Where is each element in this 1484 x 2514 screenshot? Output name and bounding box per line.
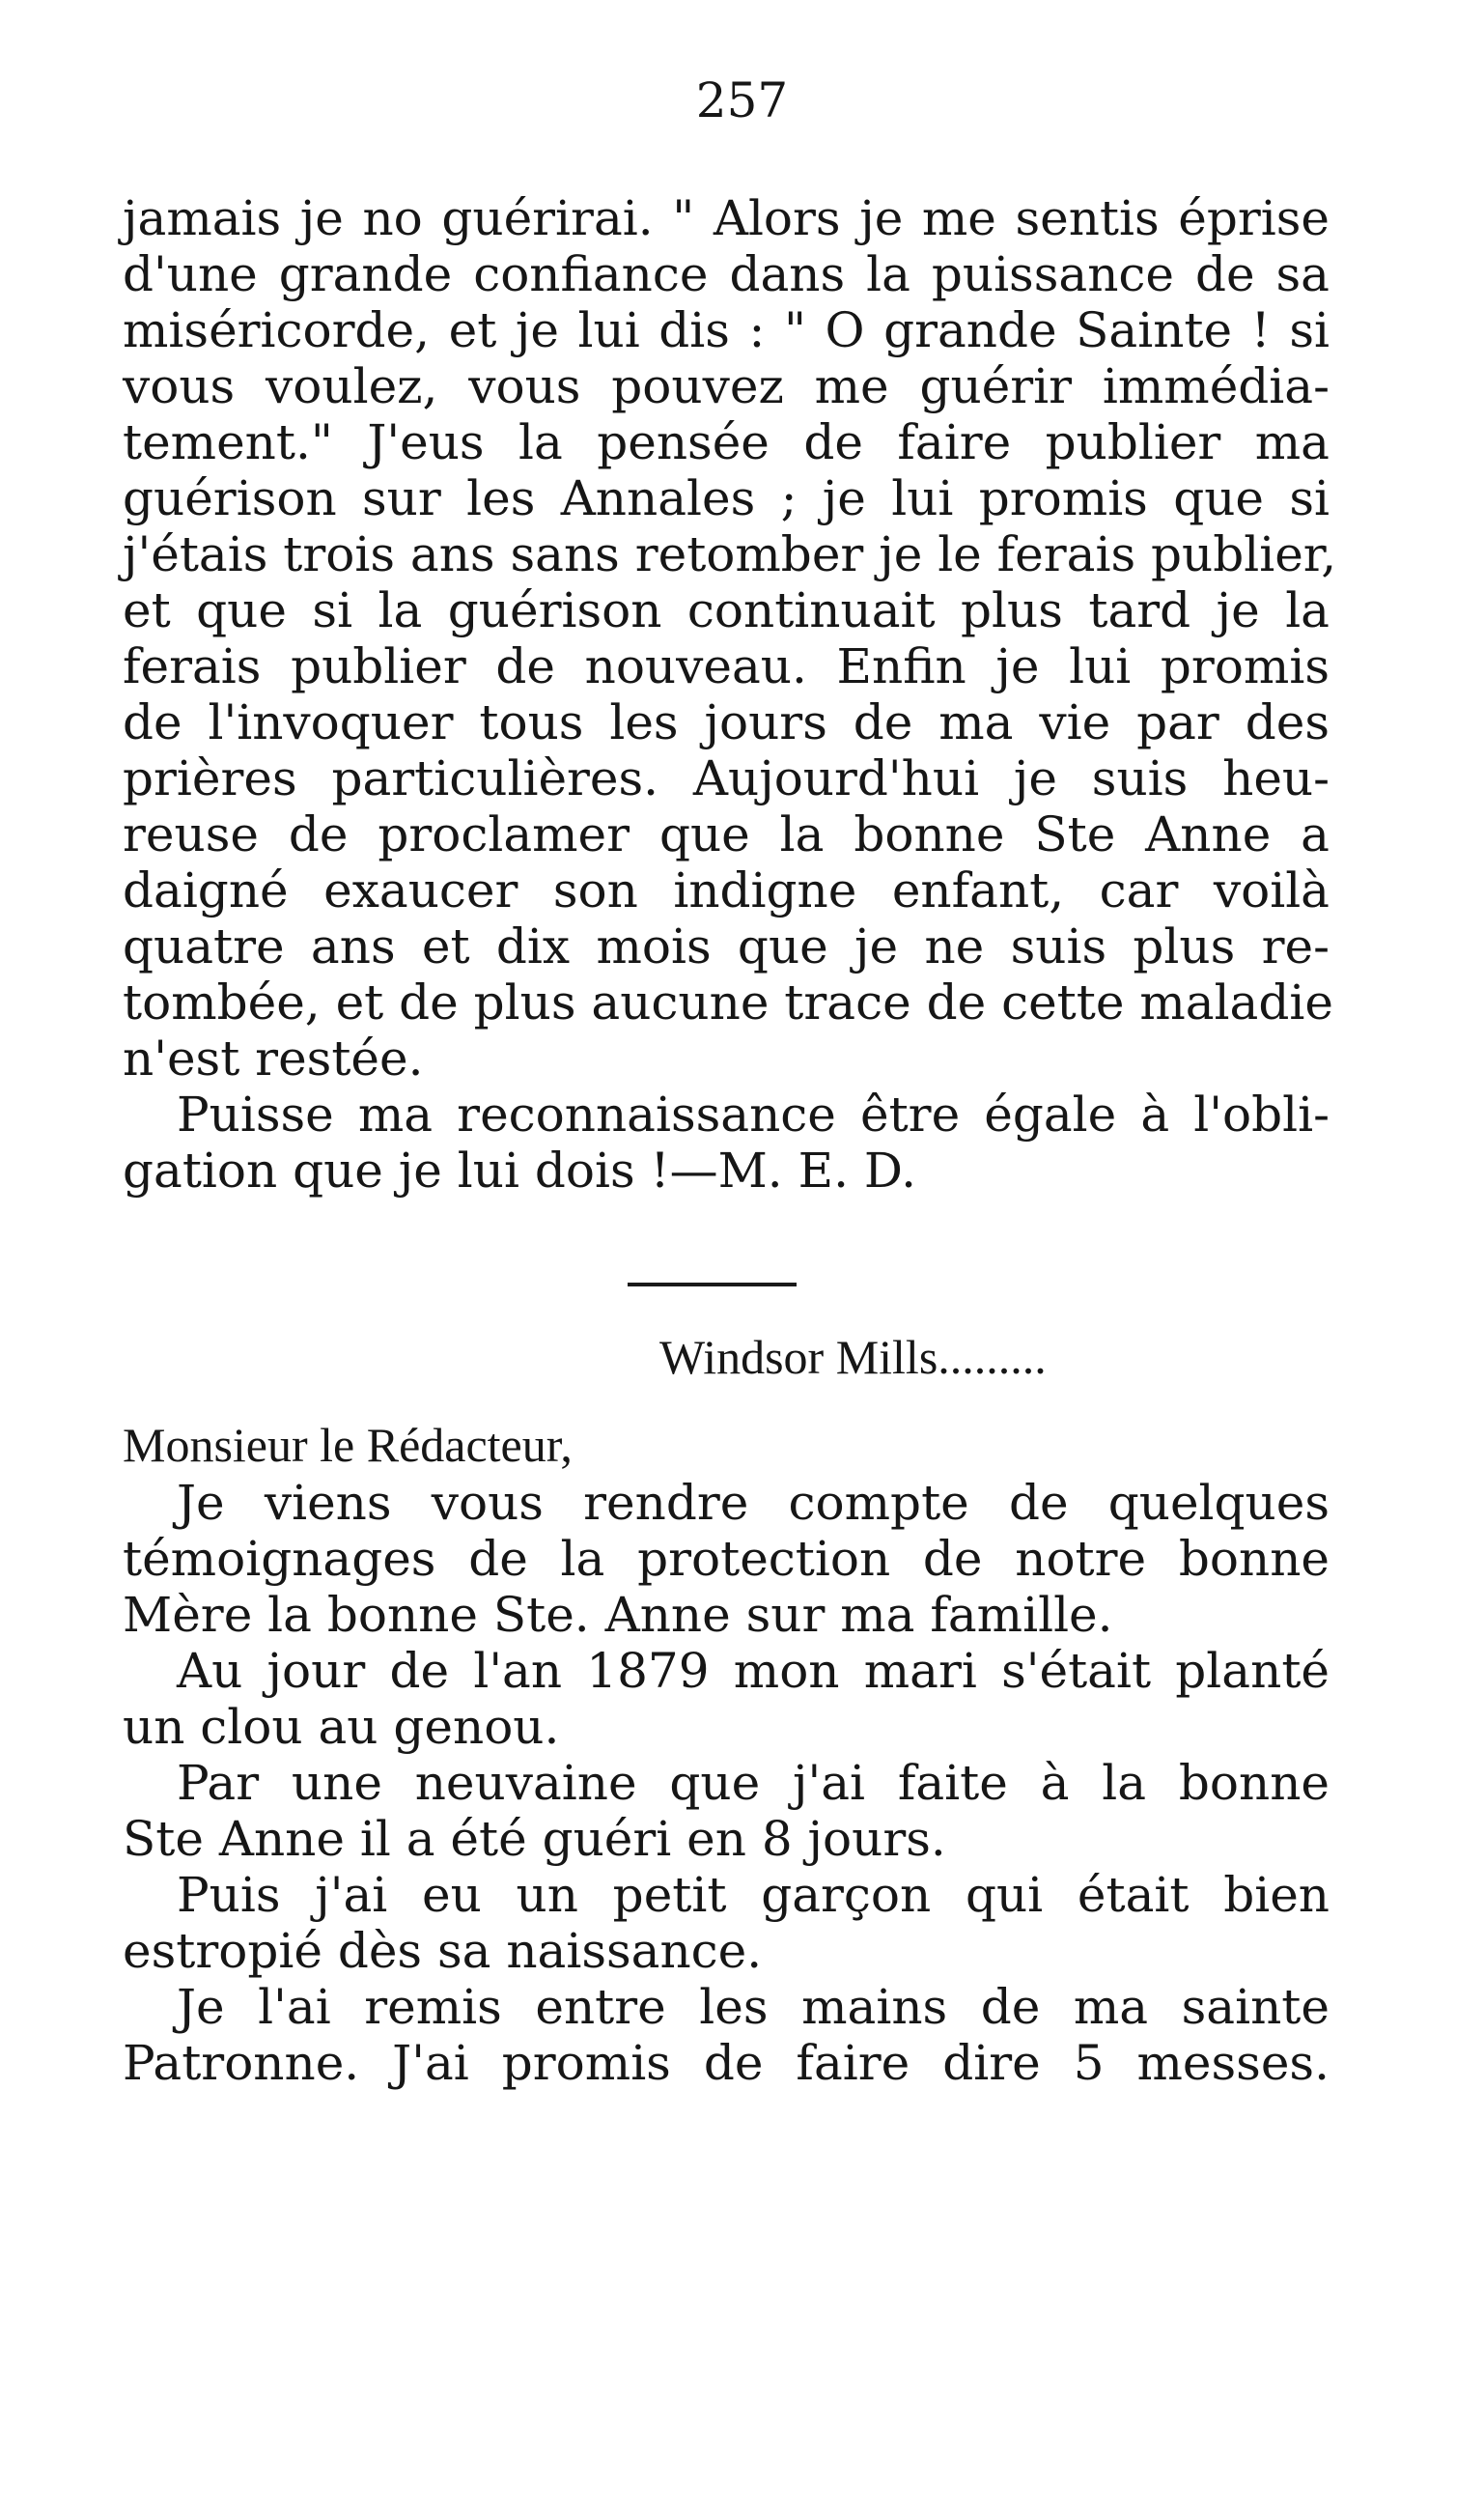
- letter-line: Je l'ai remis entre les mains de ma sainte: [177, 1979, 1330, 2035]
- letter-line: Patronne. J'ai promis de faire dire 5 messes.: [123, 2035, 1330, 2091]
- letter-line: Je viens vous rendre compte de quelques: [177, 1475, 1330, 1531]
- letter-line: Puis j'ai eu un petit garçon qui était bien: [177, 1867, 1330, 1923]
- letter-line: un clou au genou.: [123, 1699, 560, 1755]
- letter-line: témoignages de la protection de notre bonne: [123, 1531, 1330, 1587]
- text-line: prières particulières. Aujourd'hui je suis heu-: [123, 750, 1330, 806]
- text-line: daigné exaucer son indigne enfant, car voilà: [123, 862, 1330, 918]
- text-line: Puisse ma reconnaissance être égale à l'obli-: [177, 1087, 1330, 1143]
- text-line: n'est restée.: [123, 1031, 424, 1087]
- letter-line: Ste Anne il a été guéri en 8 jours.: [123, 1811, 946, 1867]
- text-line: et que si la guérison continuait plus tard je la: [123, 582, 1330, 638]
- page-number: 257: [695, 72, 789, 128]
- text-line: quatre ans et dix mois que je ne suis plus re-: [123, 918, 1330, 975]
- section-divider: [628, 1283, 797, 1286]
- letter-line: estropié dès sa naissance.: [123, 1923, 763, 1979]
- text-line: d'une grande confiance dans la puissance de sa: [123, 246, 1330, 302]
- text-line: ferais publier de nouveau. Enfin je lui promis: [123, 638, 1330, 694]
- text-line: tombée, et de plus aucune trace de cette maladie: [123, 975, 1333, 1031]
- text-line: de l'invoquer tous les jours de ma vie par des: [123, 694, 1330, 750]
- signature-line: gation que je lui dois !—M. E. D.: [123, 1143, 917, 1199]
- letter-line: Par une neuvaine que j'ai faite à la bonne: [177, 1755, 1330, 1811]
- letter-line: Au jour de l'an 1879 mon mari s'était planté: [177, 1643, 1330, 1699]
- text-line: vous voulez, vous pouvez me guérir immédia-: [123, 358, 1330, 414]
- text-line: guérison sur les Annales ; je lui promis que si: [123, 470, 1330, 526]
- letter-line: Mère la bonne Ste. Anne sur ma famille.: [123, 1587, 1113, 1643]
- text-line: j'étais trois ans sans retomber je le ferais publier,: [123, 526, 1337, 582]
- salutation: Monsieur le Rédacteur,: [123, 1418, 573, 1472]
- text-line: miséricorde, et je lui dis : " O grande Sainte ! si: [123, 302, 1330, 358]
- text-line: tement." J'eus la pensée de faire publier ma: [123, 414, 1330, 470]
- dateline-place: Windsor Mills.........: [659, 1330, 1047, 1384]
- text-line: reuse de proclamer que la bonne Ste Anne a: [123, 806, 1330, 862]
- text-line: jamais je no guérirai. " Alors je me sentis éprise: [123, 190, 1330, 246]
